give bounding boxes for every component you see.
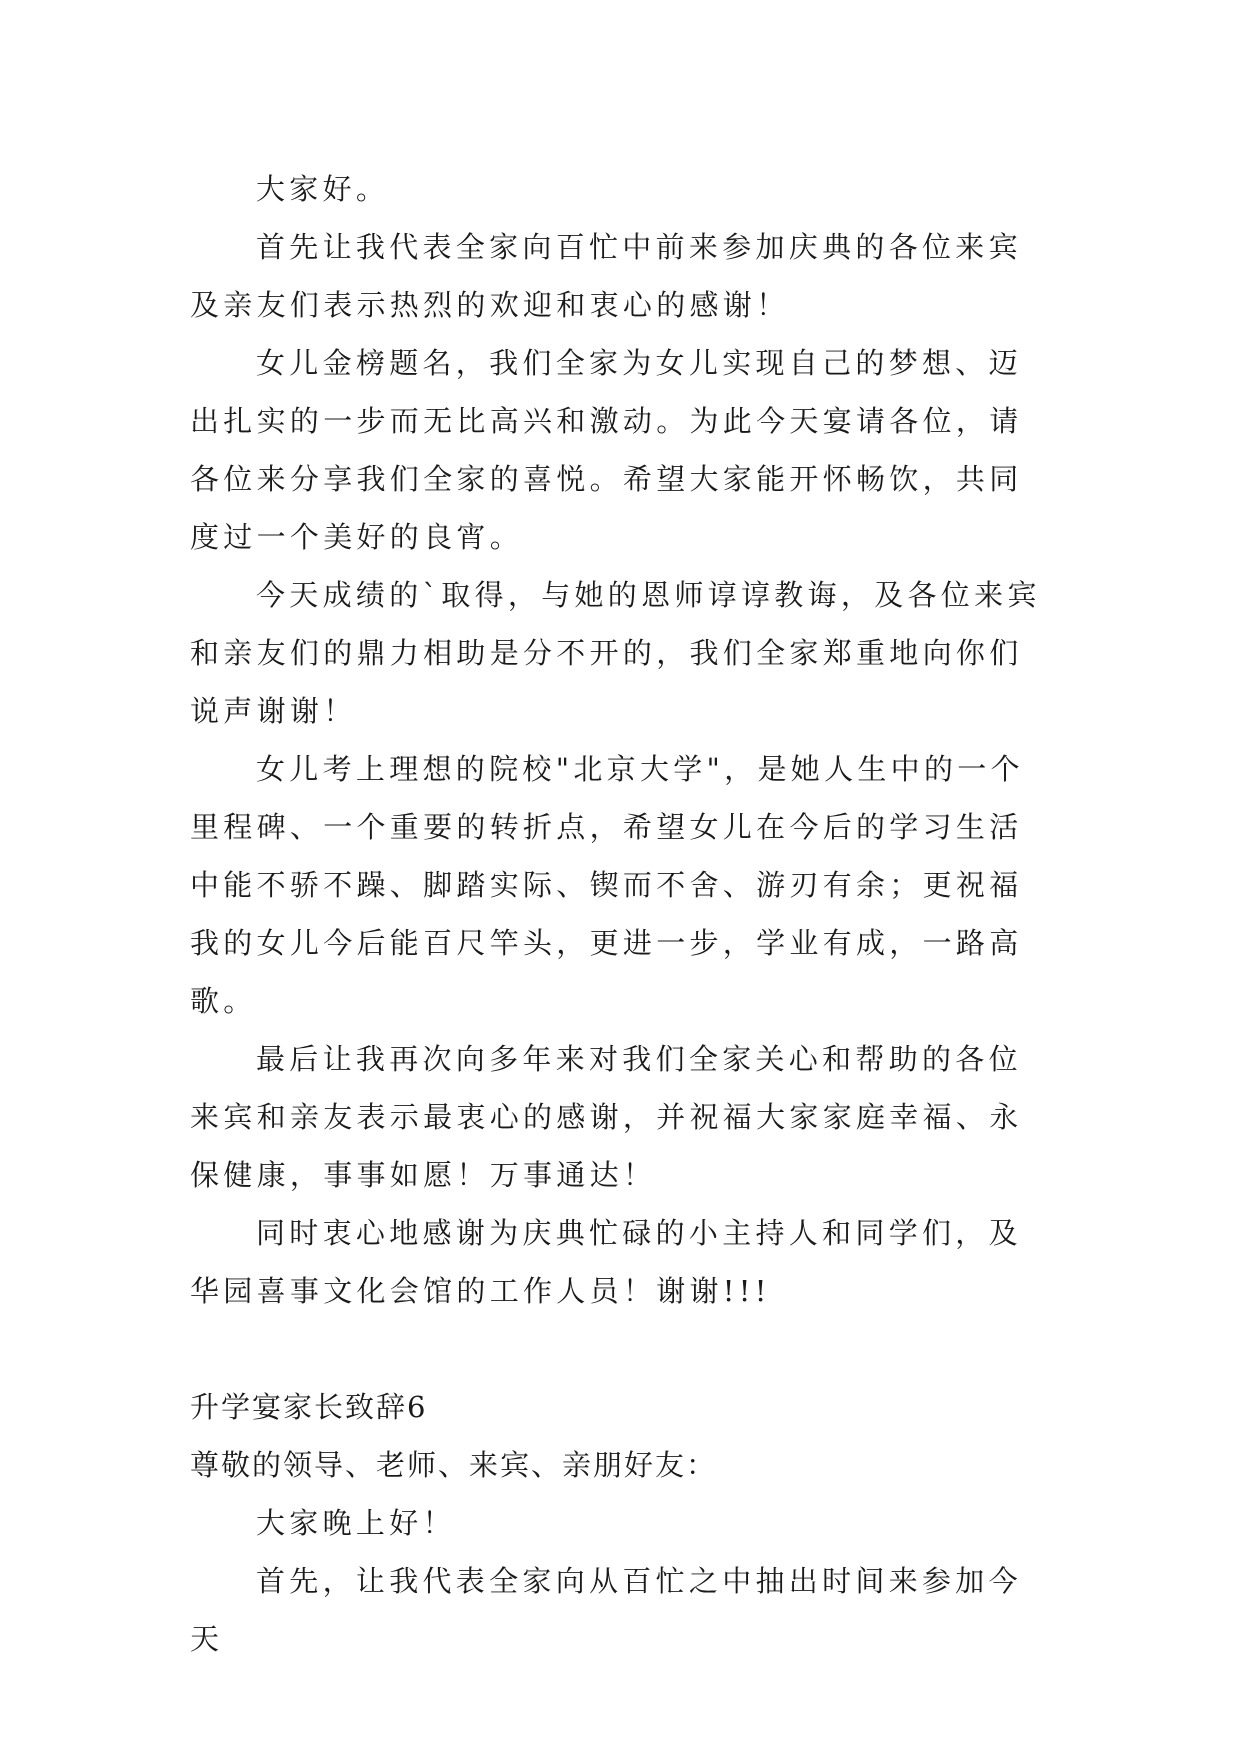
paragraph-thanks-teachers: 今天成绩的`取得，与她的恩师谆谆教诲，及各位来宾和亲友们的鼎力相助是分不开的，我们全家郑重地向你们说声谢谢！: [190, 578, 1041, 728]
paragraph-greeting: 大家好。: [256, 172, 390, 206]
paragraph-university: 女儿考上理想的院校"北京大学"，是她人生中的一个里程碑、一个重要的转折点，希望女儿在今后的学习生活中能不骄不躁、脚踏实际、锲而不舍、游刃有余；更祝福我的女儿今后能百尺竿头，更进一步，学业有成，一路高歌。: [190, 752, 1024, 1018]
section-title: 升学宴家长致辞6: [190, 1390, 428, 1424]
paragraph-celebration: 女儿金榜题名，我们全家为女儿实现自己的梦想、迈出扎实的一步而无比高兴和激动。为此今天宴请各位，请各位来分享我们全家的喜悦。希望大家能开怀畅饮，共同度过一个美好的良宵。: [190, 346, 1023, 554]
paragraph-evening-greeting: 大家晚上好！: [256, 1506, 456, 1540]
document-body: [190, 160, 1052, 1668]
paragraph-staff-thanks: 同时衷心地感谢为庆典忙碌的小主持人和同学们，及华园喜事文化会馆的工作人员！谢谢!!!: [190, 1216, 1022, 1308]
paragraph-welcome: 首先让我代表全家向百忙中前来参加庆典的各位来宾及亲友们表示热烈的欢迎和衷心的感谢！: [190, 230, 1022, 322]
salutation: 尊敬的领导、老师、来宾、亲朋好友：: [190, 1448, 718, 1482]
paragraph-opening: 首先，让我代表全家向从百忙之中抽出时间来参加今天: [190, 1564, 1022, 1656]
section-spacer: [190, 1320, 1052, 1378]
paragraph-final-thanks: 最后让我再次向多年来对我们全家关心和帮助的各位来宾和亲友表示最衷心的感谢，并祝福大家家庭幸福、永保健康，事事如愿！万事通达！: [190, 1042, 1023, 1192]
